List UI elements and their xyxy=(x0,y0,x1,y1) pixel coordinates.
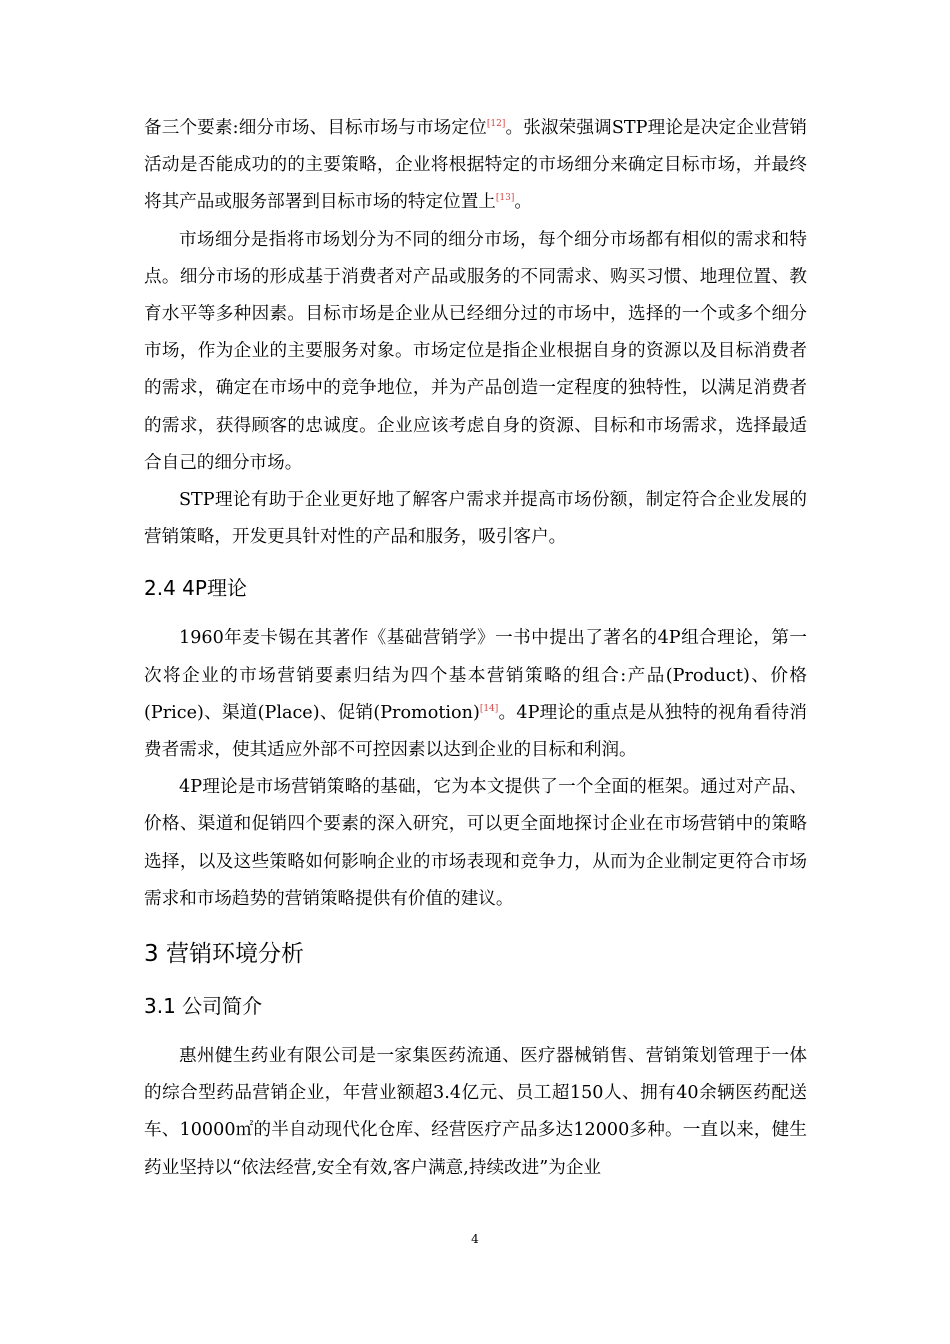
section-heading-3: 3 营销环境分析 xyxy=(144,941,304,968)
paragraph-stp-benefits: STP理论有助于企业更好地了解客户需求并提高市场份额，制定符合企业发展的营销策略，开发更具针对性的产品和服务，吸引客户。 xyxy=(144,490,807,548)
citation-ref-12: [12] xyxy=(486,119,506,130)
paragraph-text: 备三个要素:细分市场、目标市场与市场定位 xyxy=(144,118,487,138)
paragraph-4p-origin xyxy=(144,620,807,769)
page-number: 4 xyxy=(471,1232,479,1246)
section-heading-3-1: 3.1 公司简介 xyxy=(144,994,263,1019)
citation-ref-13: [13] xyxy=(495,193,515,204)
paragraph-4p-framework: 4P理论是市场营销策略的基础，它为本文提供了一个全面的框架。通过对产品、价格、渠道和促销四个要素的深入研究，可以更全面地探讨企业在市场营销中的策略选择，以及这些策略如何影响企业的市场表现和竞争力，从而为企业制定更符合市场需求和市场趋势的营销策略提供有价值的建议。 xyxy=(144,777,807,909)
paragraph-text: 1960年麦卡锡在其著作《基础营销学》一书中提出了著名的4P组合理论，第一次将企业的市场营销要素归结为四个基本营销策略的组合:产品(Product)、价格(Price)、渠道(Place)、促销(Promotion) xyxy=(144,628,807,723)
paragraph-stp-elements xyxy=(144,110,807,222)
paragraph-text: 。 xyxy=(514,192,532,213)
section-heading-2-4: 2.4 4P理论 xyxy=(144,576,247,601)
citation-ref-14: [14] xyxy=(479,703,499,714)
paragraph-text: 。张淑荣强调STP理论是决定企业营销活动是否能成功的的主要策略，企业将根据特定的市场细分来确定目标市场，并最终将其产品或服务部署到目标市场的特定位置上 xyxy=(144,118,807,213)
document-page xyxy=(144,110,807,1187)
paragraph-company-intro: 惠州健生药业有限公司是一家集医药流通、医疗器械销售、营销策划管理于一体的综合型药品营销企业，年营业额超3.4亿元、员工超150人、拥有40余辆医药配送车、10000㎡的半自动现代化仓库、经营医疗产品多达12000多种。一直以来，健生药业坚持以“依法经营,安全有效,客户满意,持续改进”为企业 xyxy=(144,1046,807,1178)
paragraph-text: 。4P理论的重点是从独特的视角看待消费者需求，使其适应外部不可控因素以达到企业的目标和利润。 xyxy=(144,702,807,761)
paragraph-market-segmentation: 市场细分是指将市场划分为不同的细分市场，每个细分市场都有相似的需求和特点。细分市场的形成基于消费者对产品或服务的不同需求、购买习惯、地理位置、教育水平等多种因素。目标市场是企业从已经细分过的市场中，选择的一个或多个细分市场，作为企业的主要服务对象。市场定位是指企业根据自身的资源以及目标消费者的需求，确定在市场中的竞争地位，并为产品创造一定程度的独特性，以满足消费者的需求，获得顾客的忠诚度。企业应该考虑自身的资源、目标和市场需求，选择最适合自己的细分市场。 xyxy=(144,229,807,473)
